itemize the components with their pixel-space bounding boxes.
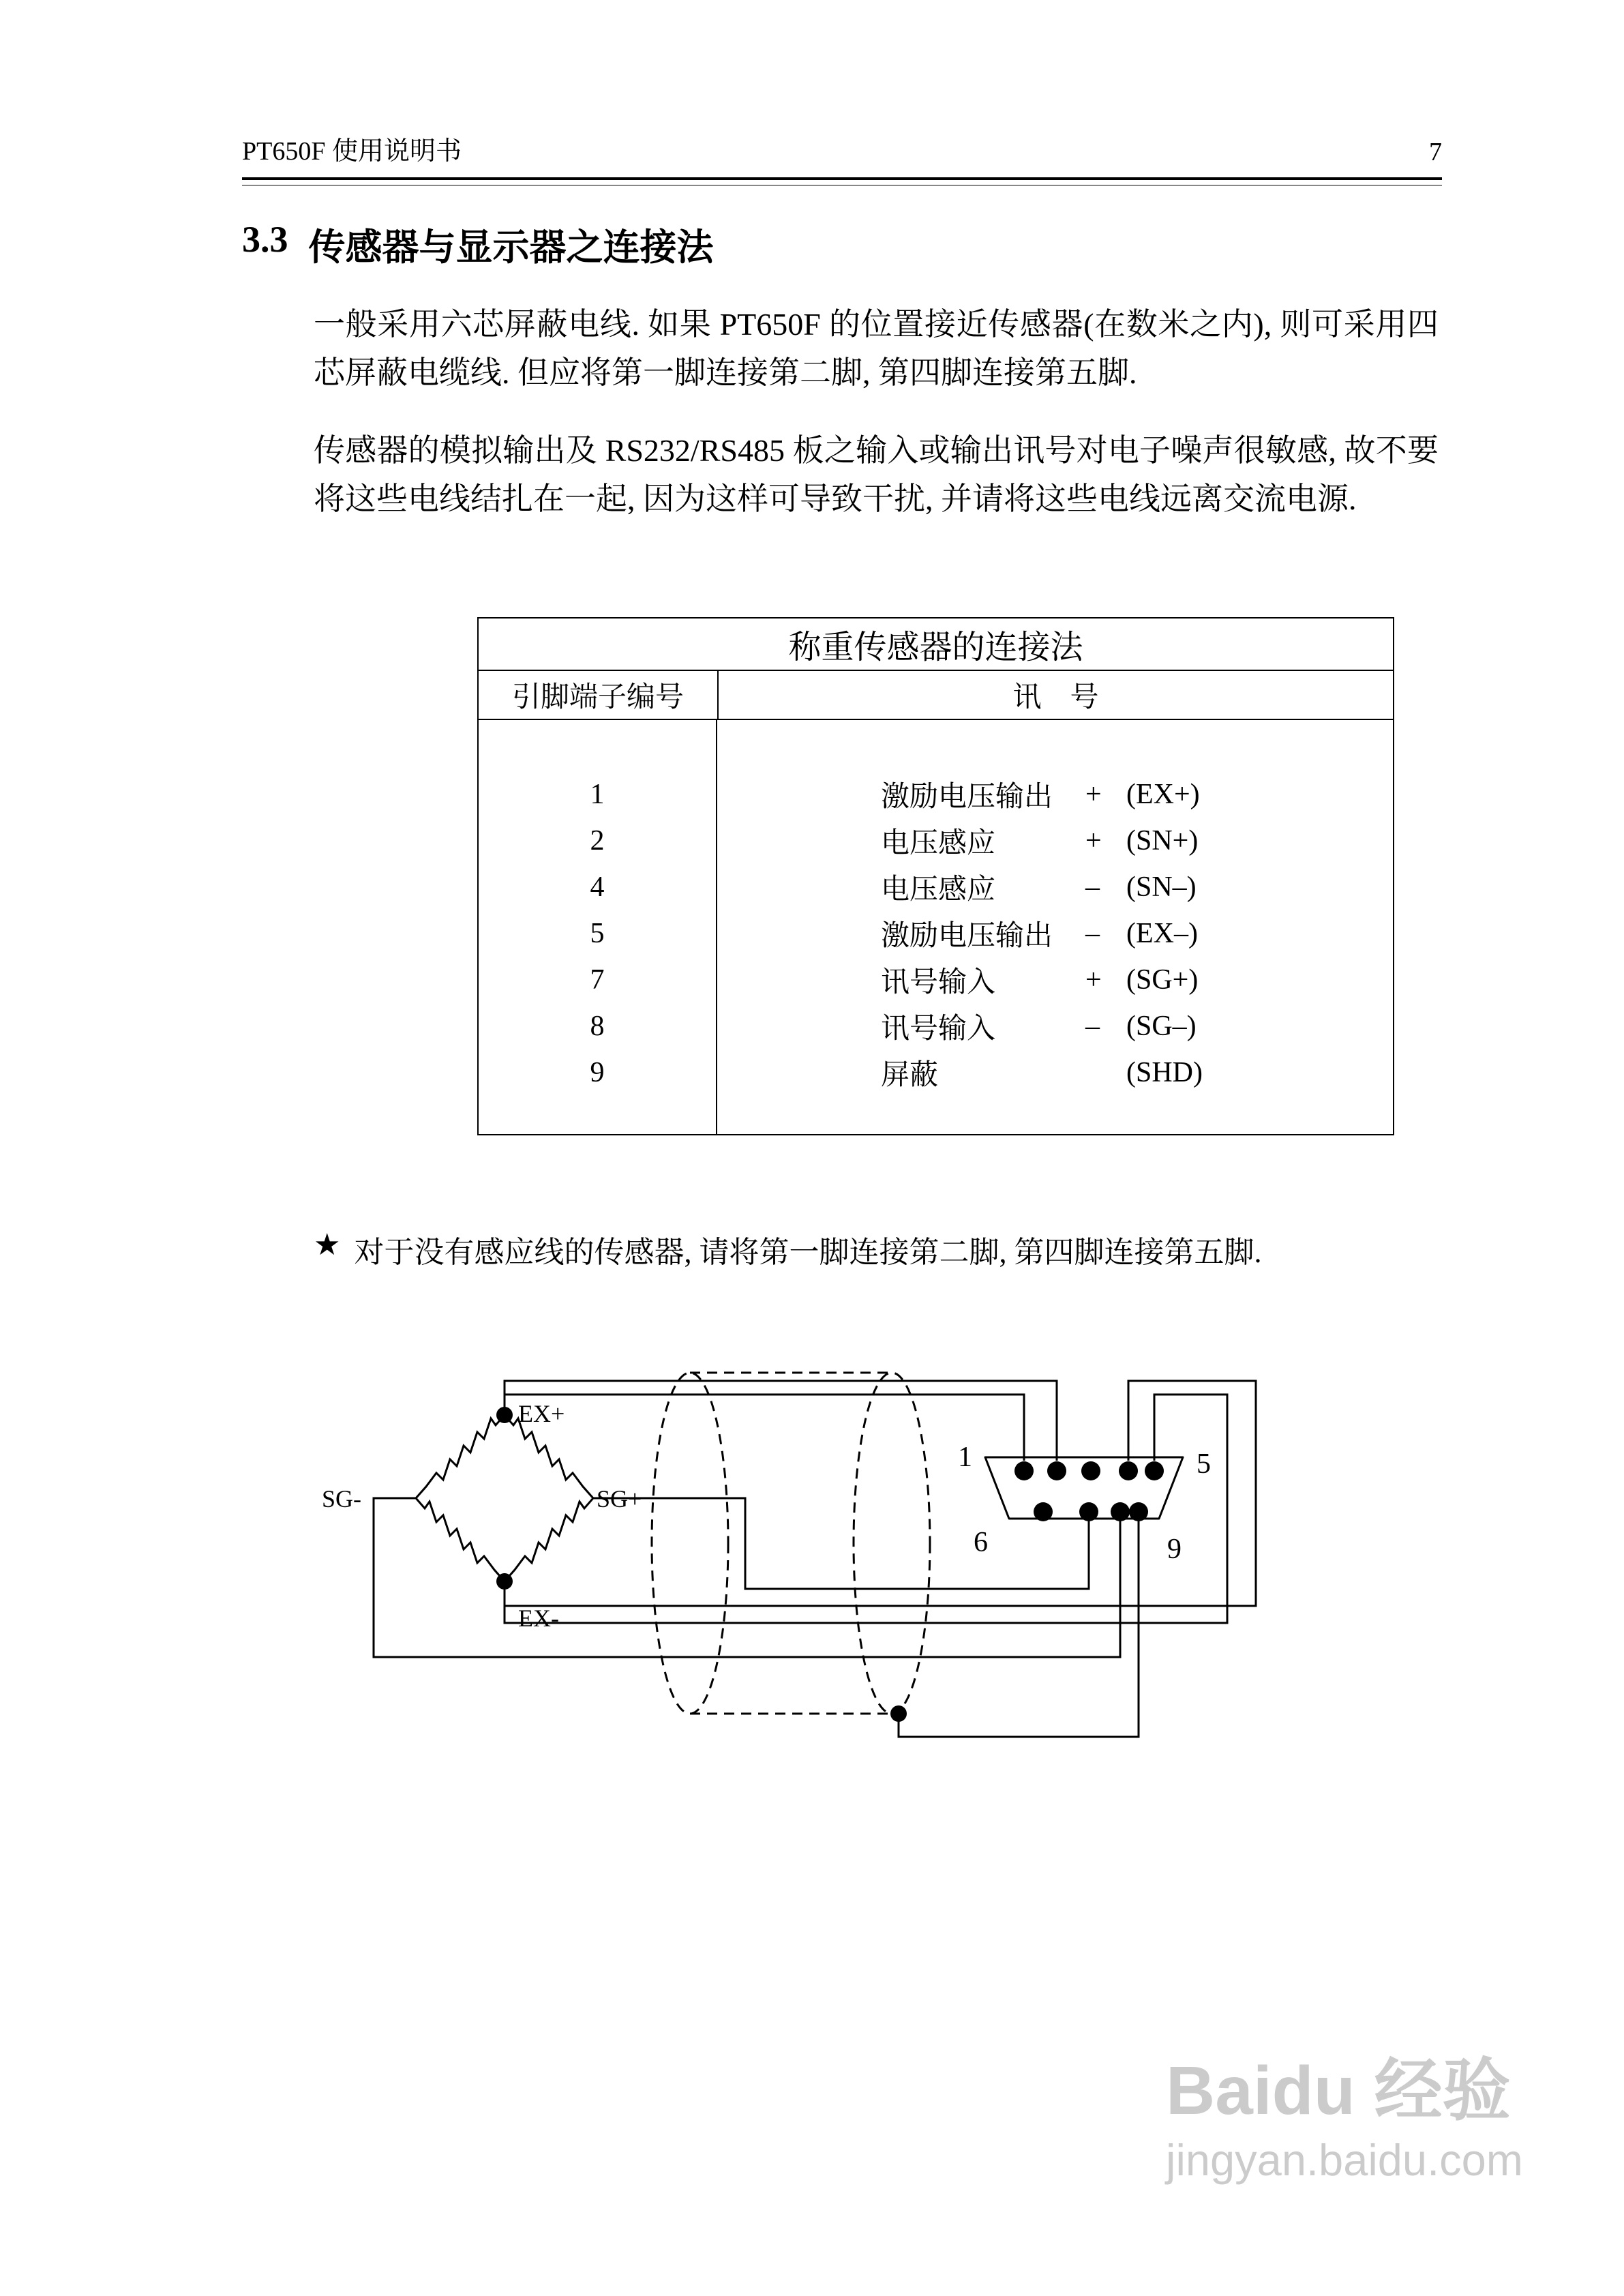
label-sg-minus: SG- bbox=[321, 1485, 361, 1512]
connector-pin bbox=[1079, 1502, 1098, 1521]
table-signal-row bbox=[881, 818, 1393, 864]
note-text: 对于没有感应线的传感器, 请将第一脚连接第二脚, 第四脚连接第五脚. bbox=[354, 1236, 1262, 1269]
table-pin-cell: 4 bbox=[590, 871, 605, 903]
signal-code: (SN–) bbox=[1126, 871, 1197, 903]
svg-text:Baidu 经验: Baidu 经验 bbox=[1166, 2053, 1511, 2129]
table-pin-cell: 2 bbox=[590, 825, 605, 856]
paragraph-1: 一般采用六芯屏蔽电线. 如果 PT650F 的位置接近传感器(在数米之内), 则可采用四芯屏蔽电缆线. 但应将第一脚连接第二脚, 第四脚连接第五脚. bbox=[314, 307, 1439, 391]
table-signal-row bbox=[881, 957, 1393, 1003]
signal-code: (SHD) bbox=[1126, 1057, 1203, 1088]
signal-sign: – bbox=[1085, 1011, 1100, 1042]
pin-5-label: 5 bbox=[1197, 1448, 1211, 1480]
pin-column bbox=[479, 720, 717, 1134]
signal-sign: – bbox=[1085, 918, 1100, 949]
signal-name: 电压感应 bbox=[881, 828, 996, 859]
signal-sign: + bbox=[1085, 779, 1102, 810]
svg-text:jingyan.baidu.com: jingyan.baidu.com bbox=[1166, 2135, 1523, 2185]
page-header bbox=[242, 130, 1442, 180]
signal-code: (SG–) bbox=[1126, 1011, 1197, 1042]
table-pin-cell: 7 bbox=[590, 964, 605, 996]
table-pin-cell: 9 bbox=[590, 1057, 605, 1088]
signal-name: 讯号输入 bbox=[881, 1013, 996, 1045]
table-signal-row bbox=[881, 1049, 1393, 1096]
table-title: 称重传感器的连接法 bbox=[479, 618, 1393, 671]
connector-pin bbox=[1047, 1461, 1066, 1480]
table-body bbox=[479, 720, 1393, 1134]
table-pin-cell: 5 bbox=[590, 918, 605, 949]
connector-pin bbox=[1145, 1461, 1164, 1480]
section-title bbox=[242, 218, 714, 271]
junction-dot bbox=[890, 1705, 907, 1722]
paragraph-2: 传感器的模拟输出及 RS232/RS485 板之输入或输出讯号对电子噪声很敏感, 故不要将这些电线结扎在一起, 因为这样可导致干扰, 并请将这些电线远离交流电源. bbox=[314, 433, 1439, 517]
table-pin-cell: 1 bbox=[590, 779, 605, 810]
table-header bbox=[479, 671, 1393, 720]
section-number: 3.3 bbox=[242, 219, 288, 260]
pin-1-label: 1 bbox=[958, 1442, 972, 1473]
doc-title: PT650F 使用说明书 bbox=[242, 137, 462, 166]
connector-pin bbox=[1111, 1502, 1130, 1521]
signal-code: (EX–) bbox=[1126, 918, 1198, 949]
connector-pin bbox=[1034, 1502, 1053, 1521]
signal-name: 电压感应 bbox=[881, 874, 996, 906]
signal-column bbox=[717, 720, 1393, 1134]
table-signal-row bbox=[881, 910, 1393, 957]
star-icon: ★ bbox=[314, 1228, 341, 1262]
signal-sign: – bbox=[1085, 871, 1100, 903]
connector-pin bbox=[1119, 1461, 1138, 1480]
note-section bbox=[314, 1227, 1261, 1271]
junction-dot bbox=[496, 1573, 513, 1590]
signal-name: 屏蔽 bbox=[881, 1060, 939, 1091]
table-signal-row bbox=[881, 864, 1393, 910]
signal-sign: + bbox=[1085, 964, 1102, 996]
connector-pin bbox=[1129, 1502, 1148, 1521]
header-pin: 引脚端子编号 bbox=[479, 671, 719, 719]
pin-9-label: 9 bbox=[1167, 1534, 1182, 1565]
header-signal: 讯 号 bbox=[1012, 682, 1099, 713]
signal-code: (SN+) bbox=[1126, 825, 1199, 856]
table-pin-cell: 8 bbox=[590, 1011, 605, 1042]
label-sg-plus: SG+ bbox=[597, 1485, 642, 1512]
page-number: 7 bbox=[1429, 138, 1442, 166]
label-ex-plus: EX+ bbox=[518, 1400, 565, 1427]
junction-dot bbox=[496, 1407, 513, 1423]
label-ex-minus: EX- bbox=[518, 1605, 559, 1632]
wiring-diagram bbox=[0, 1337, 1624, 1780]
signal-name: 激励电压输出 bbox=[881, 781, 1053, 813]
signal-name: 激励电压输出 bbox=[881, 921, 1053, 952]
baidu-watermark bbox=[1152, 2012, 1561, 2216]
connector-pin bbox=[1081, 1461, 1100, 1480]
signal-name: 讯号输入 bbox=[881, 967, 996, 998]
signal-code: (EX+) bbox=[1126, 779, 1200, 810]
table-signal-row bbox=[881, 771, 1393, 818]
connector-pin bbox=[1014, 1461, 1034, 1480]
signal-sign: + bbox=[1085, 825, 1102, 856]
signal-code: (SG+) bbox=[1126, 964, 1199, 996]
pin-6-label: 6 bbox=[974, 1527, 988, 1558]
section-text: 传感器与显示器之连接法 bbox=[308, 227, 714, 268]
connection-table bbox=[477, 617, 1394, 1135]
table-signal-row bbox=[881, 1003, 1393, 1049]
